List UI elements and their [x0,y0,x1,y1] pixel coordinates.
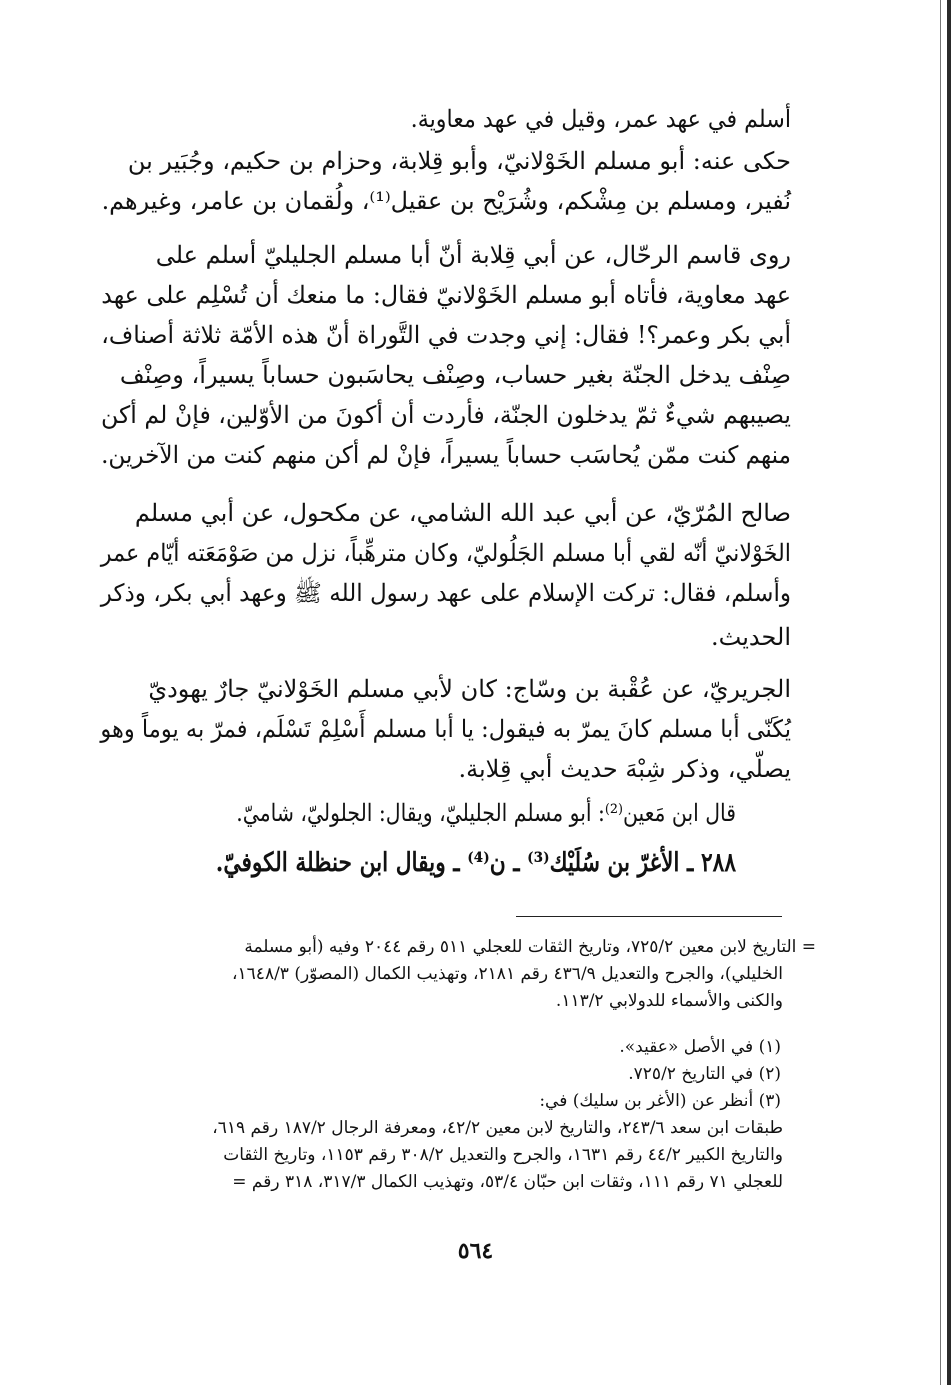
footnote-line: (١) في الأصل «عقيد». [619,1037,781,1057]
footnote-line: (٢) في التاريخ ٧٢٥/٢. [628,1064,781,1084]
footnote-line: الخليلي)، والجرح والتعديل ٤٣٦/٩ رقم ٢١٨١، وتهذيب الكمال (المصوّر) ١٦٤٨/٣، [232,964,783,984]
body-line: منهم كنت ممّن يُحاسَب حساباً يسيراً، فإنْ لم أكن منهم كنت من الآخرين. [101,441,791,469]
body-line: يصيبهم شيءٌ ثمّ يدخلون الجنّة، فأردت أن أكونَ من الأوّلين، فإنْ لم أكن [101,401,792,429]
footnote-line: (٣) أنظر عن (الأغر بن سليك) في: [539,1091,781,1111]
footnote-line: طبقات ابن سعد ٢٤٣/٦، والتاريخ لابن معين ٤٢/٢، ومعرفة الرجال ١٨٧/٢ رقم ٦١٩، [212,1118,783,1138]
body-line: أسلم في عهد عمر، وقيل في عهد معاوية. [410,105,791,133]
body-line: يصلّي، وذكر شِبْهَ حديث أبي قِلابة. [458,755,791,783]
entry-heading: ٢٨٨ ـ الأغرّ بن سُلَيْك⁽³⁾ ـ ن⁽⁴⁾ ـ ويقال ابن حنظلة الكوفيّ. [215,848,736,878]
body-line: روى قاسم الرحّال، عن أبي قِلابة أنّ أبا مسلم الجليليّ أسلم على [155,241,791,269]
body-line: عهد معاوية، فأتاه أبو مسلم الخَوْلانيّ فقال: ما منعك أن تُسْلِم على عهد [101,281,791,309]
body-line: الخَوْلانيّ أنّه لقي أبا مسلم الجَلُوليّ، وكان مترهِّباً، نزل من صَوْمَعَته أيّام عمر [100,539,791,567]
body-line: صالح المُرّيّ، عن أبي عبد الله الشامي، عن مكحول، عن أبي مسلم [134,499,791,527]
footnote-line: = التاريخ لابن معين ٧٢٥/٢، وتاريخ الثقات للعجلي ٥١١ رقم ٢٠٤٤ وفيه (أبو مسلمة [244,937,816,957]
page-edge-line [940,0,941,1385]
body-line: نُفير، ومسلم بن مِشْكم، وشُرَيْح بن عقيل⁽¹⁾، ولُقمان بن عامر، وغيرهم. [101,187,791,215]
footnote-line: والكنى والأسماء للدولابي ١١٣/٢. [555,991,783,1011]
body-line: الجريريّ، عن عُقْبة بن وسّاج: كان لأبي مسلم الخَوْلانيّ جارٌ يهوديّ [148,675,791,703]
body-line: صِنْف يدخل الجنّة بغير حساب، وصِنْف يحاسَبون حساباً يسيراً، وصِنْف [119,361,791,389]
body-line: أبي بكر وعمر؟! فقال: إني وجدت في التَّوراة أنّ هذه الأمّة ثلاثة أصناف، [101,321,792,349]
page-number: ٥٦٤ [457,1238,494,1264]
body-line: قال ابن مَعين⁽²⁾: أبو مسلم الجليليّ، ويقال: الجلوليّ، شاميّ. [236,799,736,827]
body-line: وأسلم، فقال: تركت الإسلام على عهد رسول الله ﷺ وعهد أبي بكر، وذكر [100,579,791,607]
body-line: الحديث. [711,623,791,651]
body-line: حكى عنه: أبو مسلم الخَوْلانيّ، وأبو قِلابة، وحزام بن حكيم، وجُبَير بن [127,147,791,175]
footnote-line: والتاريخ الكبير ٤٤/٢ رقم ١٦٣١، والجرح والتعديل ٣٠٨/٢ رقم ١١٥٣، وتاريخ الثقات [223,1145,783,1165]
footnote-divider [516,916,782,917]
page-edge [947,0,951,1385]
footnote-line: للعجلي ٧١ رقم ١١١، وثقات ابن حبّان ٥٣/٤، وتهذيب الكمال ٣١٧/٣، ٣١٨ رقم = [232,1172,783,1192]
body-line: يُكَنّى أبا مسلم كانَ يمرّ به فيقول: يا أبا مسلم أَسْلِمْ تَسْلَم، فمرّ به يوماً وهو [100,715,791,743]
